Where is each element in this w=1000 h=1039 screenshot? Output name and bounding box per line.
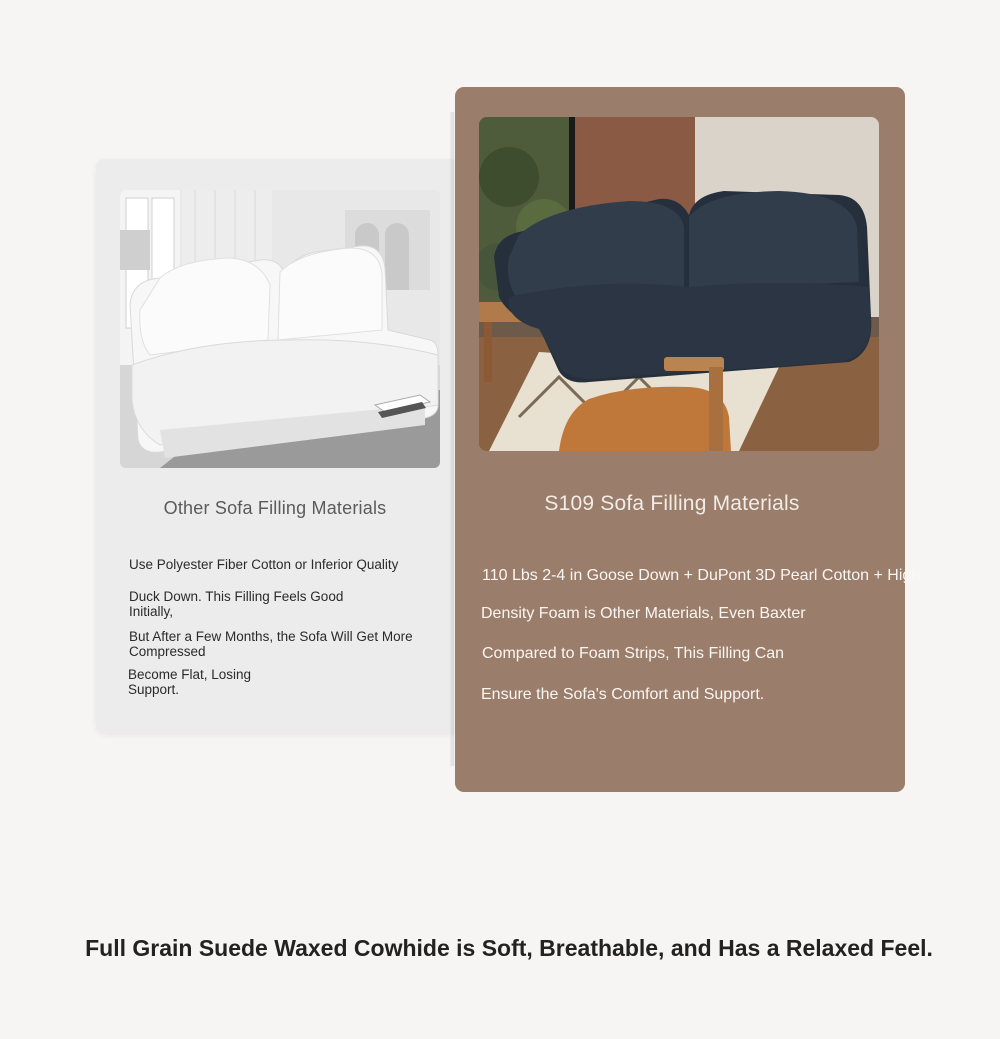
leather-sofa-photo <box>479 117 879 451</box>
other-materials-line-1: Use Polyester Fiber Cotton or Inferior Quality <box>129 557 399 572</box>
leather-tagline: Full Grain Suede Waxed Cowhide is Soft, Breathable, and Has a Relaxed Feel. <box>85 935 933 961</box>
white-sofa-photo <box>120 190 440 468</box>
s109-materials-line-1-text: 110 Lbs 2-4 in Goose Down + DuPont 3D Pearl Cotton + High <box>482 567 921 584</box>
other-materials-card <box>96 159 458 733</box>
s109-materials-card <box>455 87 921 792</box>
s109-materials-heading: S109 Sofa Filling Materials <box>544 492 800 515</box>
other-materials-heading: Other Sofa Filling Materials <box>163 498 387 518</box>
card-divider <box>450 112 454 766</box>
other-materials-line-3: But After a Few Months, the Sofa Will Get More Compressed <box>129 629 413 659</box>
other-materials-line-4: Become Flat, Losing Support. <box>128 667 252 697</box>
s109-materials-line-3: Compared to Foam Strips, This Filling Can <box>482 645 785 662</box>
s109-materials-line-4: Ensure the Sofa's Comfort and Support. <box>481 686 765 703</box>
s109-materials-line-1 <box>482 567 920 585</box>
s109-materials-line-2: Density Foam is Other Materials, Even Baxter <box>481 605 806 622</box>
other-materials-line-2: Duck Down. This Filling Feels Good Initially, <box>129 589 344 619</box>
